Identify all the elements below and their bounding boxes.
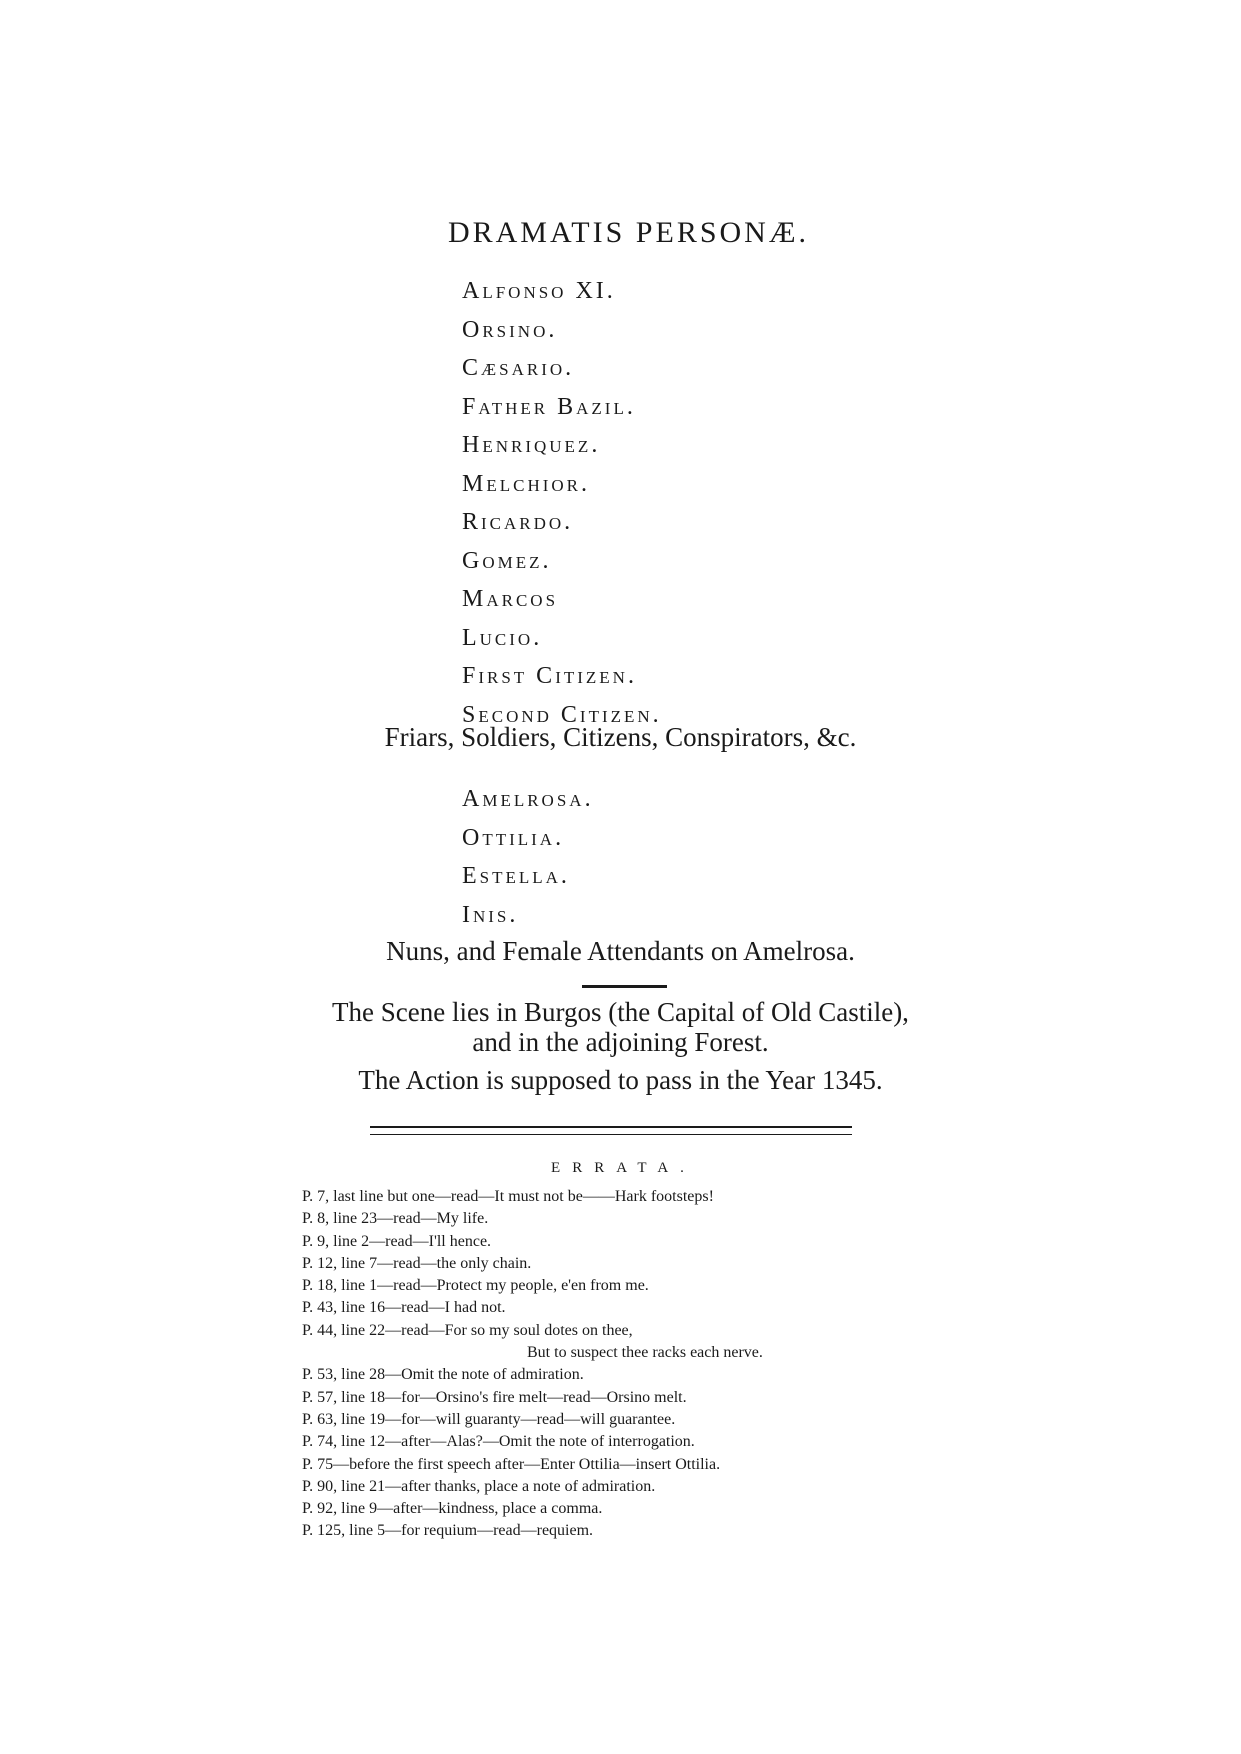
character-name: Ricardo. (462, 509, 574, 535)
errata-entry: P. 18, line 1—read—Protect my people, e'en from me. (302, 1277, 649, 1295)
male-characters-list (462, 272, 662, 734)
errata-title: ERRATA. (551, 1160, 696, 1176)
character-name: Father Bazil. (462, 393, 636, 420)
character-name: Ottilia. (462, 824, 565, 851)
character-name: First Citizen. (462, 663, 637, 689)
errata-entry: P. 75—before the first speech after—Enter Ottilia—insert Ottilia. (302, 1455, 721, 1473)
errata-entry: P. 44, line 22—read—For so my soul dotes on thee, (302, 1321, 633, 1339)
character-name: Henriquez. (462, 432, 601, 458)
errata-entry: P. 57, line 18—for—Orsino's fire melt—read—Orsino melt. (302, 1388, 687, 1406)
character-name: Lucio. (462, 624, 543, 651)
page-title: DRAMATIS PERSONÆ. (447, 216, 810, 249)
scene-line-1: The Scene lies in Burgos (the Capital of Old Castile), (332, 997, 909, 1027)
errata-entry: P. 74, line 12—after—Alas?—Omit the note of interrogation. (302, 1433, 695, 1451)
character-name: Alfonso XI. (462, 278, 616, 304)
male-group-line: Friars, Soldiers, Citizens, Conspirators, &c. (384, 722, 857, 752)
scene-line-3: The Action is supposed to pass in the Year 1345. (358, 1065, 883, 1095)
errata-list (302, 1186, 763, 1543)
errata-entry: P. 125, line 5—for requium—read—requiem. (302, 1522, 594, 1540)
errata-entry: P. 9, line 2—read—I'll hence. (302, 1232, 492, 1250)
character-name: Orsino. (462, 316, 558, 343)
section-divider (582, 985, 667, 988)
character-name: Second Citizen. (462, 701, 662, 728)
character-name: Melchior. (462, 470, 591, 497)
errata-entry: P. 92, line 9—after—kindness, place a comma. (302, 1500, 603, 1518)
errata-entry: P. 7, last line but one—read—It must not be——Hark footsteps! (302, 1188, 714, 1205)
errata-entry: P. 63, line 19—for—will guaranty—read—will guarantee. (302, 1410, 676, 1428)
errata-entry: P. 90, line 21—after thanks, place a note of admiration. (302, 1477, 656, 1495)
character-name: Marcos (462, 586, 559, 612)
female-group-line: Nuns, and Female Attendants on Amelrosa. (386, 936, 855, 966)
errata-divider (370, 1126, 852, 1135)
errata-entry: P. 12, line 7—read—the only chain. (302, 1254, 532, 1272)
character-name: Estella. (462, 863, 570, 889)
female-characters-list (462, 780, 594, 934)
character-name: Cæsario. (462, 355, 575, 381)
errata-entry-continuation: But to suspect thee racks each nerve. (527, 1344, 763, 1362)
character-name: Gomez. (462, 547, 552, 574)
character-name: Amelrosa. (462, 786, 594, 812)
scene-line-2: and in the adjoining Forest. (472, 1027, 769, 1057)
character-name: Inis. (462, 901, 519, 928)
errata-entry: P. 8, line 23—read—My life. (302, 1210, 489, 1228)
errata-entry: P. 43, line 16—read—I had not. (302, 1299, 506, 1317)
errata-entry: P. 53, line 28—Omit the note of admiration. (302, 1366, 584, 1384)
